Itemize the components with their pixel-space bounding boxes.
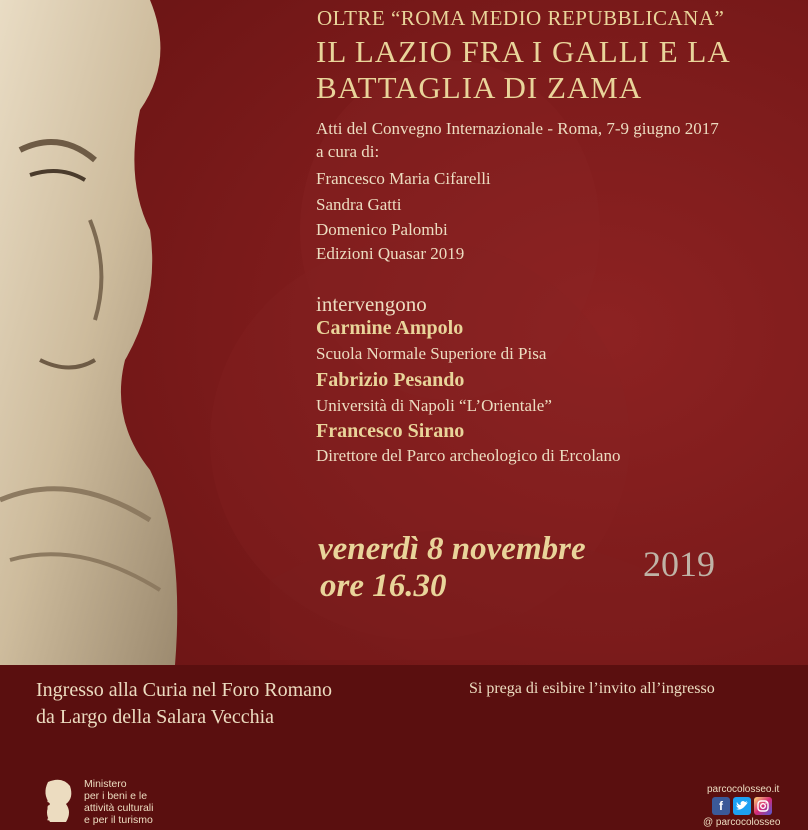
speakers-heading: intervengono [316,292,427,316]
marble-bust-image [0,0,190,665]
twitter-icon[interactable] [733,797,751,815]
event-year: 2019 [643,544,715,584]
social-icons [712,797,772,815]
venue-line-1: Ingresso alla Curia nel Foro Romano [36,679,333,701]
venue-line-2: da Largo della Salara Vecchia [36,706,275,728]
publisher: Edizioni Quasar 2019 [316,244,465,263]
ministero-line: attività culturali [84,802,154,814]
editor-name: Francesco Maria Cifarelli [316,169,491,188]
invitation-note: Si prega di esibire l’invito all’ingresso [469,680,715,697]
speaker-name: Carmine Ampolo [316,317,464,339]
mibac-logo [36,776,80,828]
website-link[interactable]: parcocolosseo.it [707,784,780,795]
ministero-line: e per il turismo [84,814,153,826]
title-line-1: IL LAZIO FRA I GALLI E LA [316,34,731,69]
speaker-affiliation: Scuola Normale Superiore di Pisa [316,344,547,363]
event-date: venerdì 8 novembre [318,531,586,567]
instagram-icon[interactable] [754,797,772,815]
speaker-name: Francesco Sirano [316,420,465,442]
atti-line: Atti del Convegno Internazionale - Roma, 7-9 giugno 2017 [316,119,719,138]
ministero-line: Ministero [84,778,127,790]
a-cura-label: a cura di: [316,142,380,161]
title-line-2: BATTAGLIA DI ZAMA [316,70,643,105]
editor-name: Domenico Palombi [316,220,448,239]
speaker-affiliation: Direttore del Parco archeologico di Ercolano [316,446,621,465]
pretitle: OLTRE “ROMA MEDIO REPUBBLICANA” [317,6,725,30]
social-handle: @ parcocolosseo [703,817,781,828]
speaker-affiliation: Università di Napoli “L’Orientale” [316,396,552,415]
facebook-icon[interactable]: f [712,797,730,815]
mibac-logo-text: MiBAC [46,791,56,821]
event-time: ore 16.30 [320,568,447,604]
ministero-line: per i beni e le [84,790,148,802]
ministero-label [84,778,153,826]
editor-name: Sandra Gatti [316,195,402,214]
speaker-name: Fabrizio Pesando [316,369,465,391]
